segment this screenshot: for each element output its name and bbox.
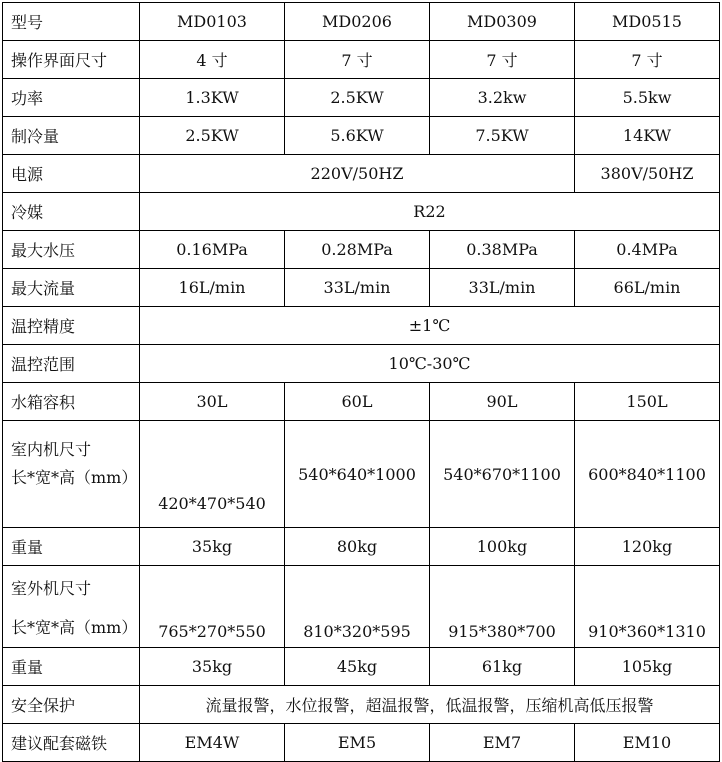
cell: 5.6KW xyxy=(285,117,430,155)
cell: 7 寸 xyxy=(285,41,430,79)
cell: 14KW xyxy=(575,117,720,155)
model-3: MD0309 xyxy=(430,3,575,41)
row-outdoor-weight xyxy=(3,648,720,686)
cell: 16L/min xyxy=(140,269,285,307)
label-indoor-size-1: 室内机尺寸 xyxy=(11,440,92,459)
cell: ±1℃ xyxy=(140,307,720,345)
cell: 60L xyxy=(285,383,430,421)
cell: 600*840*1100 xyxy=(575,421,720,528)
row-power-supply xyxy=(3,155,720,193)
label-indoor-weight: 重量 xyxy=(3,528,140,566)
label-temp-precision: 温控精度 xyxy=(3,307,140,345)
cell: R22 xyxy=(140,193,720,231)
cell: 35kg xyxy=(140,648,285,686)
cell: 30L xyxy=(140,383,285,421)
model-2: MD0206 xyxy=(285,3,430,41)
label-temp-range: 温控范围 xyxy=(3,345,140,383)
label-refrigerant: 冷媒 xyxy=(3,193,140,231)
label-magnet: 建议配套磁铁 xyxy=(3,724,140,762)
row-power xyxy=(3,79,720,117)
model-4: MD0515 xyxy=(575,3,720,41)
row-tank-volume xyxy=(3,383,720,421)
cell: 540*670*1100 xyxy=(430,421,575,528)
cell: 2.5KW xyxy=(140,117,285,155)
cell: 0.4MPa xyxy=(575,231,720,269)
row-screen-size xyxy=(3,41,720,79)
cell: 3.2kw xyxy=(430,79,575,117)
cell: 380V/50HZ xyxy=(575,155,720,193)
label-power: 功率 xyxy=(3,79,140,117)
label-max-pressure: 最大水压 xyxy=(3,231,140,269)
row-max-pressure xyxy=(3,231,720,269)
row-model xyxy=(3,3,720,41)
cell: 4 寸 xyxy=(140,41,285,79)
cell: EM10 xyxy=(575,724,720,762)
row-outdoor-size xyxy=(3,566,720,648)
row-temp-precision xyxy=(3,307,720,345)
label-model: 型号 xyxy=(3,3,140,41)
row-refrigerant xyxy=(3,193,720,231)
cell: 10℃-30℃ xyxy=(140,345,720,383)
cell: 100kg xyxy=(430,528,575,566)
cell: 7.5KW xyxy=(430,117,575,155)
cell: 105kg xyxy=(575,648,720,686)
cell: 33L/min xyxy=(285,269,430,307)
cell: 35kg xyxy=(140,528,285,566)
row-cooling xyxy=(3,117,720,155)
row-temp-range xyxy=(3,345,720,383)
cell: 90L xyxy=(430,383,575,421)
cell: 540*640*1000 xyxy=(285,421,430,528)
cell: 7 寸 xyxy=(575,41,720,79)
cell: 765*270*550 xyxy=(140,566,285,648)
cell: 0.16MPa xyxy=(140,231,285,269)
cell: EM5 xyxy=(285,724,430,762)
cell: 915*380*700 xyxy=(430,566,575,648)
cell: 66L/min xyxy=(575,269,720,307)
label-outdoor-size xyxy=(3,566,140,648)
cell: 0.28MPa xyxy=(285,231,430,269)
cell: 420*470*540 xyxy=(140,421,285,528)
cell: 150L xyxy=(575,383,720,421)
row-indoor-weight xyxy=(3,528,720,566)
label-indoor-size-2: 长*宽*高（mm） xyxy=(11,467,138,487)
label-max-flow: 最大流量 xyxy=(3,269,140,307)
cell: 7 寸 xyxy=(430,41,575,79)
label-tank-volume: 水箱容积 xyxy=(3,383,140,421)
row-magnet xyxy=(3,724,720,762)
label-safety: 安全保护 xyxy=(3,686,140,724)
label-cooling: 制冷量 xyxy=(3,117,140,155)
cell: 5.5kw xyxy=(575,79,720,117)
spec-table xyxy=(2,2,720,762)
cell: 33L/min xyxy=(430,269,575,307)
cell: 0.38MPa xyxy=(430,231,575,269)
row-safety xyxy=(3,686,720,724)
label-screen-size: 操作界面尺寸 xyxy=(3,41,140,79)
label-outdoor-weight: 重量 xyxy=(3,648,140,686)
cell: 45kg xyxy=(285,648,430,686)
cell: 61kg xyxy=(430,648,575,686)
model-1: MD0103 xyxy=(140,3,285,41)
cell: EM7 xyxy=(430,724,575,762)
cell: 120kg xyxy=(575,528,720,566)
cell: 220V/50HZ xyxy=(140,155,575,193)
label-power-supply: 电源 xyxy=(3,155,140,193)
cell: 1.3KW xyxy=(140,79,285,117)
label-indoor-size xyxy=(3,421,140,528)
label-outdoor-size-1: 室外机尺寸 xyxy=(11,578,92,598)
cell: EM4W xyxy=(140,724,285,762)
cell: 910*360*1310 xyxy=(575,566,720,648)
label-outdoor-size-2: 长*宽*高（mm） xyxy=(11,617,138,637)
cell: 流量报警，水位报警，超温报警，低温报警，压缩机高低压报警 xyxy=(140,686,720,724)
cell: 810*320*595 xyxy=(285,566,430,648)
row-indoor-size xyxy=(3,421,720,528)
row-max-flow xyxy=(3,269,720,307)
cell: 80kg xyxy=(285,528,430,566)
spacer xyxy=(11,492,16,511)
cell: 2.5KW xyxy=(285,79,430,117)
